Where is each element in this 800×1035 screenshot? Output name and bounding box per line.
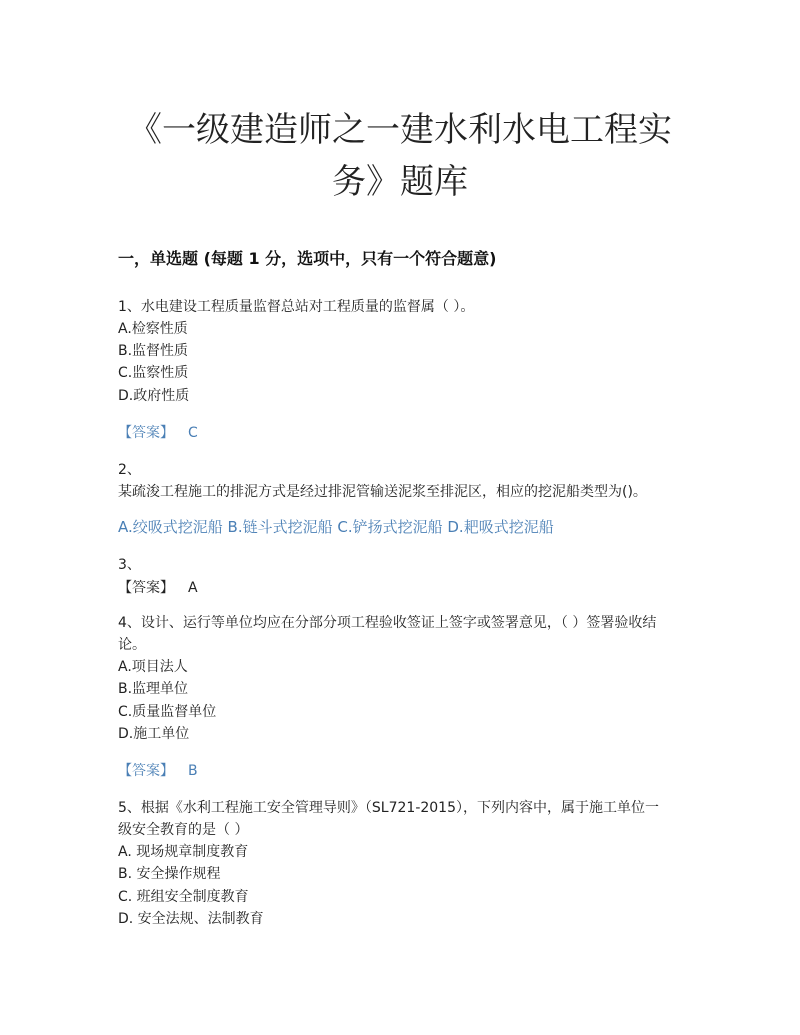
answer-label: 【答案】 (118, 425, 174, 441)
answer-value: C (188, 425, 198, 441)
question-4-answer (118, 760, 198, 780)
question-2-stem: 某疏浚工程施工的排泥方式是经过排泥管输送泥浆至排泥区，相应的挖泥船类型为()。 (118, 484, 647, 500)
question-2-options: A.绞吸式挖泥船 B.链斗式挖泥船 C.铲扬式挖泥船 D.耙吸式挖泥船 (118, 518, 554, 536)
question-4-option-d: D.施工单位 (118, 726, 190, 742)
section-heading: 一，单选题 (每题 1 分，选项中，只有一个符合题意) (118, 249, 497, 268)
answer-label: 【答案】 (118, 580, 174, 596)
question-4-option-a: A.项目法人 (118, 659, 188, 675)
question-1-option-d: D.政府性质 (118, 388, 190, 404)
question-1-option-b: B.监督性质 (118, 343, 189, 359)
answer-label: 【答案】 (118, 763, 174, 779)
title-line-2: 务》题库 (332, 162, 468, 202)
question-5-option-d: D. 安全法规、法制教育 (118, 911, 264, 927)
question-4-stem-line-2: 论。 (118, 637, 146, 653)
question-3-number: 3、 (118, 557, 141, 573)
question-4-stem-line-1: 4、设计、运行等单位均应在分部分项工程验收签证上签字或签署意见，（ ）签署验收结 (118, 615, 657, 631)
question-5-stem-line-1: 5、根据《水利工程施工安全管理导则》（SL721-2015），下列内容中，属于施工单位一 (118, 800, 659, 816)
question-1-stem: 1、水电建设工程质量监督总站对工程质量的监督属（ ）。 (118, 299, 475, 315)
question-5-option-b: B. 安全操作规程 (118, 866, 221, 882)
question-5-stem-line-2: 级安全教育的是（ ） (118, 822, 249, 838)
question-5-option-a: A. 现场规章制度教育 (118, 844, 249, 860)
answer-value: B (188, 763, 198, 779)
question-1-option-c: C.监察性质 (118, 365, 189, 381)
document-title (100, 104, 700, 208)
question-1-option-a: A.检察性质 (118, 321, 188, 337)
question-2-number: 2、 (118, 462, 141, 478)
title-line-1: 《一级建造师之一建水利水电工程实 (128, 110, 672, 150)
answer-value: A (188, 580, 198, 596)
question-1-answer (118, 422, 198, 442)
question-3-answer (118, 577, 198, 597)
question-4-option-b: B.监理单位 (118, 681, 189, 697)
question-5-option-c: C. 班组安全制度教育 (118, 889, 249, 905)
question-4-option-c: C.质量监督单位 (118, 704, 217, 720)
